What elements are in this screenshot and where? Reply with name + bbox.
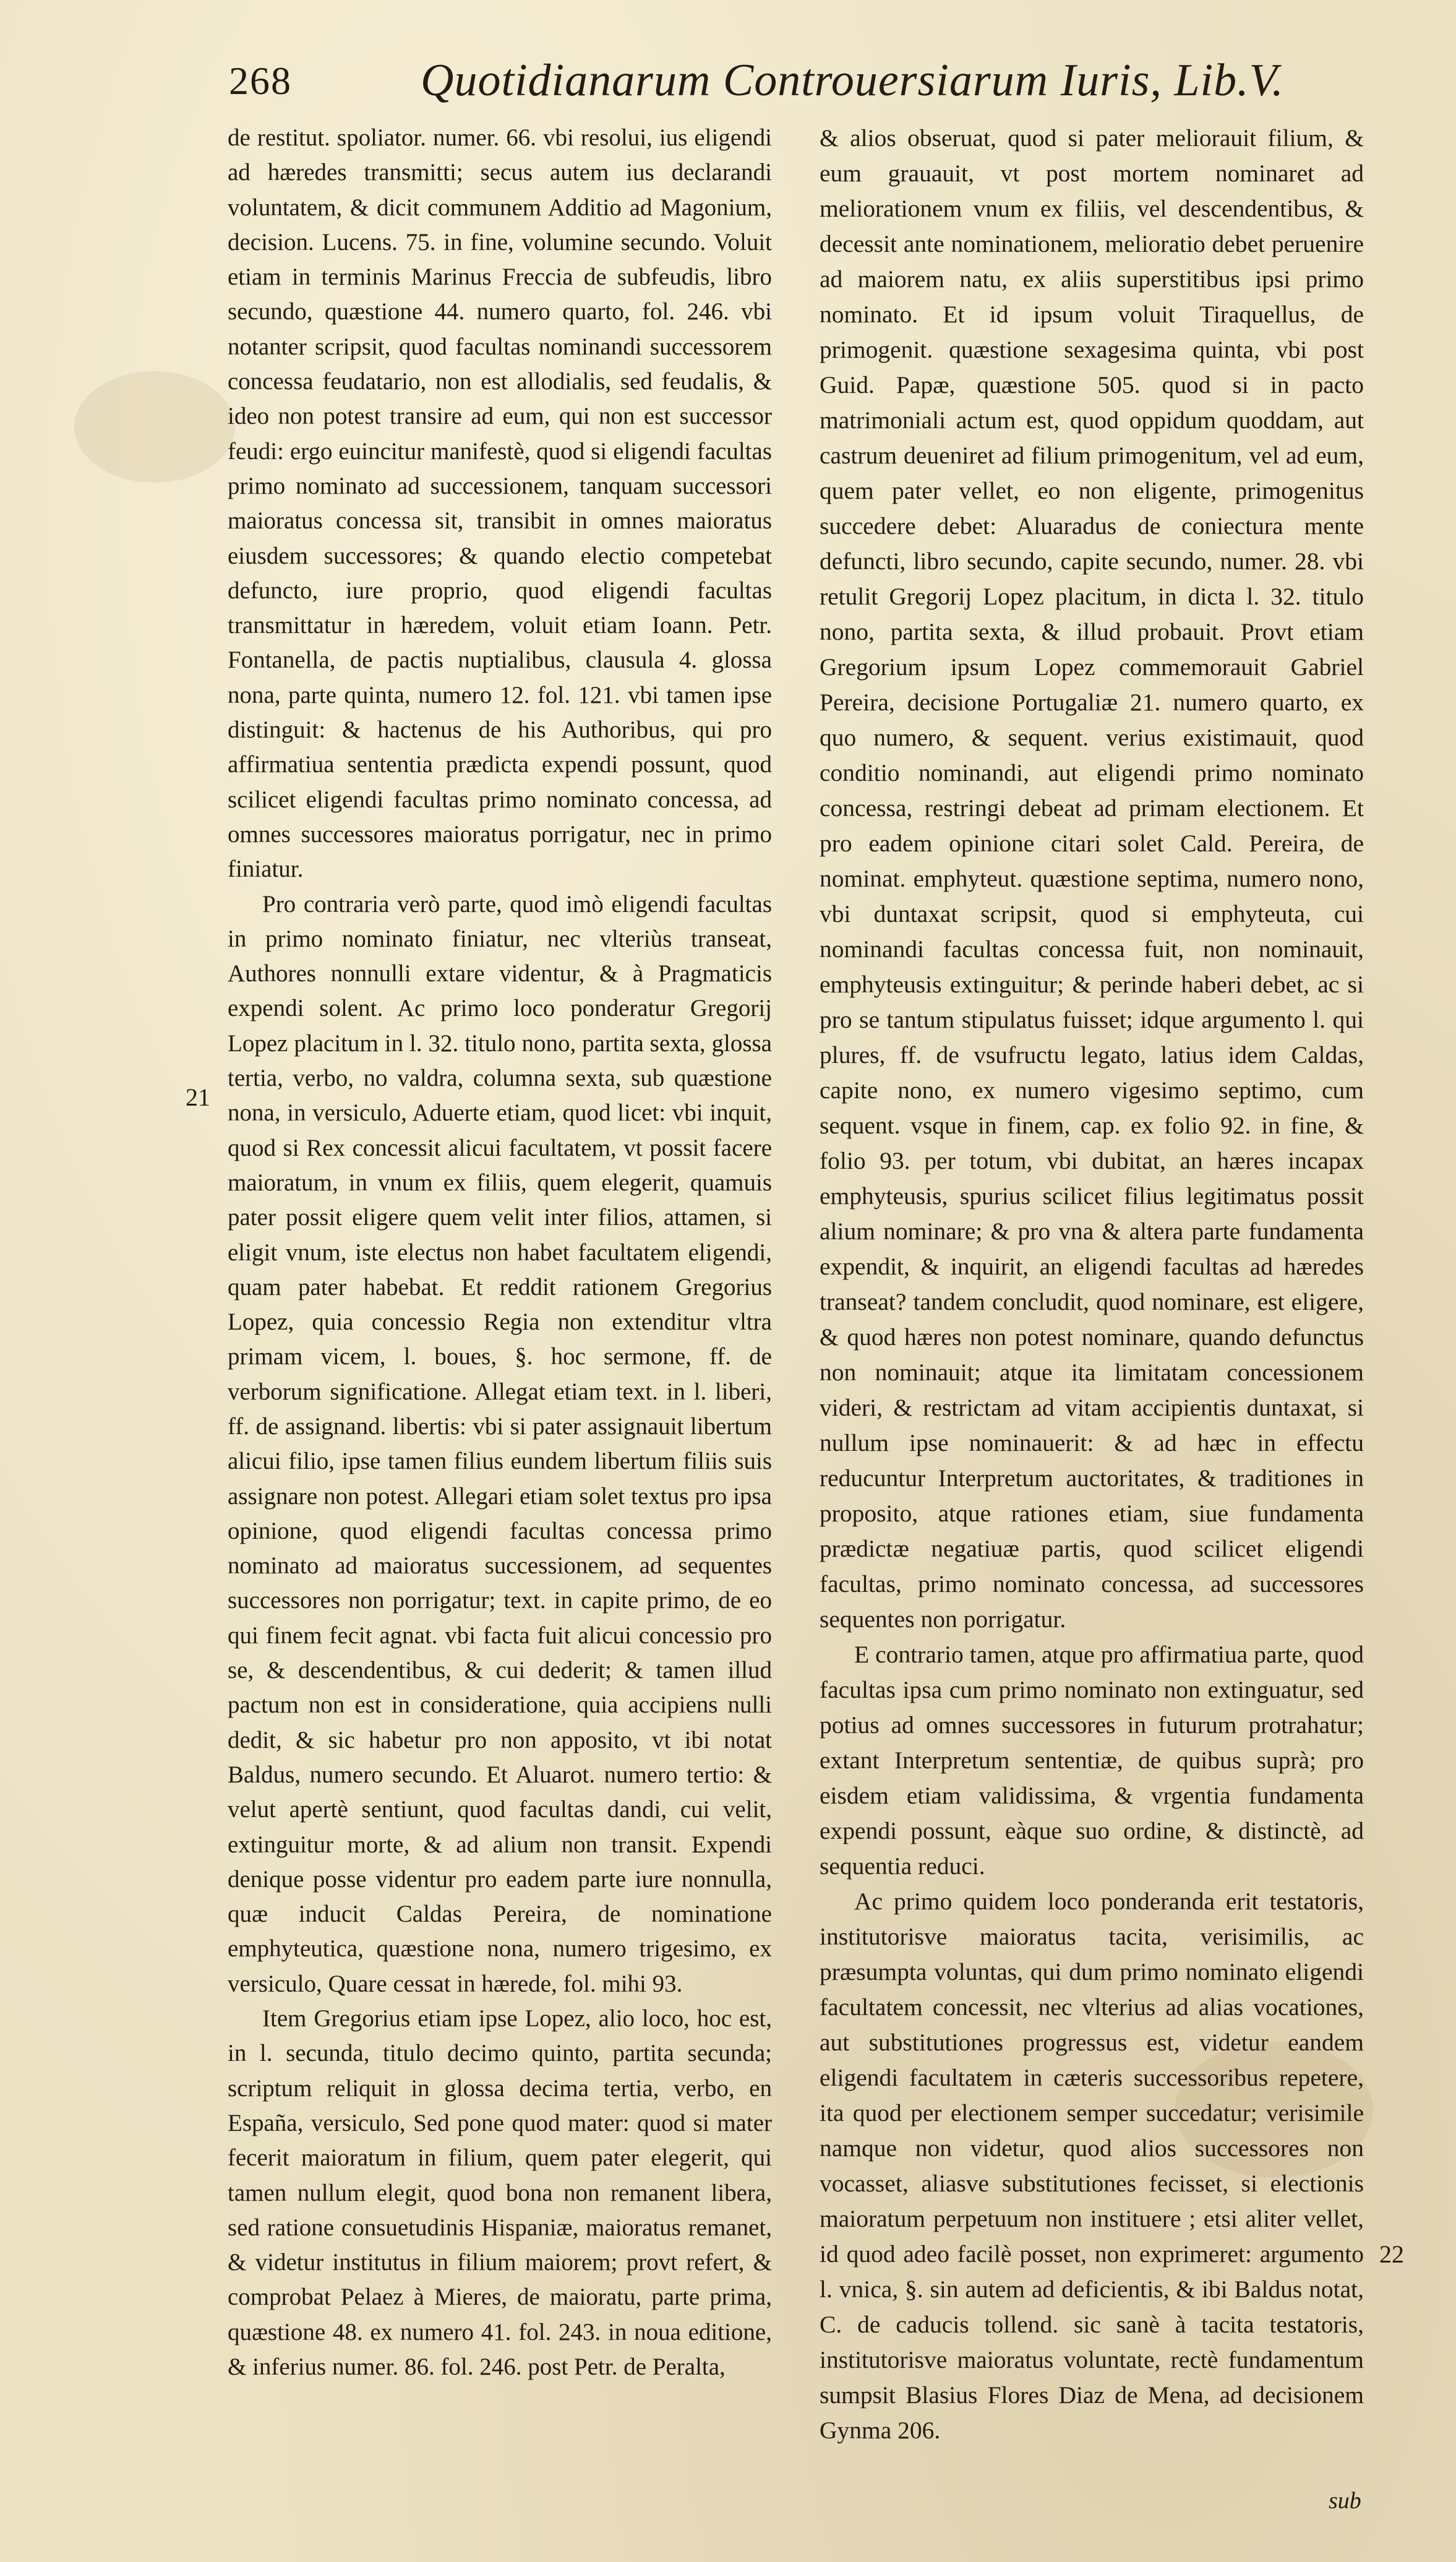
right-column — [820, 121, 1364, 2448]
catchword: sub — [1329, 2488, 1361, 2514]
paragraph: Ac primo quidem loco ponderanda erit testatoris, institutorisve maioratus tacita, verisimilis, ac præsumpta voluntas, qui dum primo nominato eligendi facultatem concessit, nec vlterius ad alias vocationes, aut substitutiones progressus est, videtur eandem eligendi facultatem in cæteris successoribus repetere, ita quod per electionem semper succedatur; verisimile namque non videtur, quod alios successores non vocasset, aliasve substitutiones fecisset, si electionis maioratum perpetuum non instituere ; etsi aliter vellet, id quod adeo facilè posset, non exprimeret: argumento l. vnica, §. sin autem ad deficientis, & ibi Baldus notat, C. de caducis tollend. sic sanè à tacita testatoris, institutorisve maioratus voluntate, rectè fundamentum sumpsit Blasius Flores Diaz de Mena, ad decisionem Gynma 206. — [820, 1888, 1364, 2444]
paper-stain — [74, 371, 235, 483]
left-column — [228, 121, 772, 2384]
paragraph: Pro contraria verò parte, quod imò eligendi facultas in primo nominato finiatur, nec vlteriùs transeat, Authores nonnulli extare videntur, & à Pragmaticis expendi solent. Ac primo loco ponderatur Gregorij Lopez placitum in l. 32. titulo nono, partita sexta, glossa tertia, verbo, no valdra, columna sexta, sub quæstione nona, in versiculo, Aduerte etiam, quod licet: vbi inquit, quod si Rex concessit alicui facultatem, vt possit facere maioratum, in vnum ex filiis, quem elegerit, quamuis pater possit eligere quem velit inter filios, attamen, si eligit vnum, iste electus non habet facultatem eligendi, quam pater habebat. Et reddit rationem Gregorius Lopez, quia concessio Regia non extenditur vltra primam vicem, l. boues, §. hoc sermone, ff. de verborum significatione. Allegat etiam text. in l. liberi, ff. de assignand. libertis: vbi si pater assignauit libertum alicui filio, ipse tamen filius eundem libertum filiis suis assignare non potest. Allegari etiam solet textus pro ipsa opinione, quod eligendi facultas concessa primo nominato ad maioratus successionem, ad sequentes successores non porrigatur; text. in capite primo, de eo qui finem fecit agnat. vbi facta fuit alicui concessio pro se, & descendentibus, & cui dederit; & tamen illud pactum non est in consideratione, quia accipiens nulli dedit, & sic habetur pro non apposito, vt ibi notat Baldus, numero secundo. Et Aluarot. numero tertio: & velut apertè sentiunt, quod facultas dandi, cui velit, extinguitur morte, & ad alium non transit. Expendi denique posse videntur pro eadem parte iure nonnulla, quæ inducit Caldas Pereira, de nominatione emphyteutica, quæstione nona, numero trigesimo, ex versiculo, Quare cessat in hærede, fol. mihi 93. — [228, 890, 772, 1997]
margin-note-number: 21 — [186, 1083, 210, 1111]
margin-note-number: 22 — [1379, 2240, 1404, 2268]
paragraph: Item Gregorius etiam ipse Lopez, alio loco, hoc est, in l. secunda, titulo decimo quinto, partita secunda; scriptum reliquit in glossa decima tertia, verbo, en España, versiculo, Sed pone quod mater: quod si mater fecerit maioratum in filium, quem pater elegerit, qui tamen nullum elegit, quod bona non remanent libera, sed ratione consuetudinis Hispaniæ, maioratus remanet, & videtur institutus in filium maiorem; provt refert, & comprobat Pelaez à Mieres, de maioratu, parte prima, quæstione 48. ex numero 41. fol. 243. in noua editione, & inferius numer. 86. fol. 246. post Petr. de Peralta, — [228, 2005, 772, 2380]
page-header — [229, 54, 1330, 116]
paragraph: de restitut. spoliator. numer. 66. vbi resolui, ius eligendi ad hæredes transmitti; secus autem ius declarandi voluntatem, & dicit communem Additio ad Magonium, decision. Lucens. 75. in fine, volumine secundo. Voluit etiam in terminis Marinus Freccia de subfeudis, libro secundo, quæstione 44. numero quarto, fol. 246. vbi notanter scripsit, quod facultas nominandi successorem concessa feudatario, non est allodialis, sed feudalis, & ideo non potest transire ad eum, qui non est successor feudi: ergo euincitur manifestè, quod si eligendi facultas primo nominato ad successionem, tanquam successori maioratus concessa sit, transibit in omnes maioratus eiusdem successores; & quando electio competebat defuncto, iure proprio, quod eligendi facultas transmittatur in hæredem, voluit etiam Ioann. Petr. Fontanella, de pactis nuptialibus, clausula 4. glossa nona, parte quinta, numero 12. fol. 121. vbi tamen ipse distinguit: & hactenus de his Authoribus, qui pro affirmatiua sententia prædicta expendi possunt, quod scilicet eligendi facultas primo nominato concessa, ad omnes successores maioratus porrigatur, nec in primo finiatur. — [228, 124, 772, 883]
paragraph: & alios obseruat, quod si pater meliorauit filium, & eum grauauit, vt post mortem nominaret ad meliorationem vnum ex filiis, vel descendentibus, & decessit ante nominationem, melioratio debet peruenire ad maiorem natu, ex aliis superstitibus ipsi primo nominato. Et id ipsum voluit Tiraquellus, de primogenit. quæstione sexagesima quinta, vbi post Guid. Papæ, quæstione 505. quod si in pacto matrimoniali actum est, quod oppidum quoddam, aut castrum deueniret ad filium primogenitum, vel ad eum, quem pater vellet, eo non eligente, primogenitus succedere debet: Aluaradus de coniectura mente defuncti, libro secundo, capite secundo, numer. 28. vbi retulit Gregorij Lopez placitum, in dicta l. 32. titulo nono, partita sexta, & illud probauit. Provt etiam Gregorium ipsum Lopez commemorauit Gabriel Pereira, decisione Portugaliæ 21. numero quarto, ex quo numero, & sequent. verius existimauit, quod conditio nominandi, aut eligendi primo nominato concessa, restringi debeat ad primam electionem. Et pro eadem opinione citari solet Cald. Pereira, de nominat. emphyteut. quæstione septima, numero nono, vbi duntaxat scripsit, quod si emphyteuta, cui nominandi facultas concessa fuit, non nominauit, emphyteusis extinguitur; & perinde haberi debet, ac si pro se tantum stipulatus fuisset; idque argumento l. qui plures, ff. de vsufructu legato, latius idem Caldas, capite nono, ex numero vigesimo septimo, cum sequent. vsque in finem, cap. ex folio 92. in fine, & folio 93. per totum, vbi dubitat, an hæres incapax emphyteusis, spurius scilicet filius legitimatus possit alium nominare; & pro vna & altera parte fundamenta expendit, & inquirit, an eligendi facultas ad hæredes transeat? tandem concludit, quod nominare, est eligere, & quod hæres non potest nominare, quando defunctus non nominauit; atque ita limitatam concessionem videri, & restrictam ad vitam accipientis duntaxat, si nullum ipse nominauerit: & ad hæc in effectu reducuntur Interpretum auctoritates, & traditiones in proposito, atque rationes etiam, siue fundamenta prædictæ negatiuæ partis, quod scilicet eligendi facultas, primo nominato concessa, ad successores sequentes non porrigatur. — [820, 124, 1364, 1633]
running-title: Quotidianarum Controuersiarum Iuris, Lib.V. — [421, 55, 1284, 106]
paragraph: E contrario tamen, atque pro affirmatiua parte, quod facultas ipsa cum primo nominato non extinguatur, sed potius ad omnes successores in futurum protrahatur; extant Interpretum sententiæ, de quibus suprà; pro eisdem etiam validissima, & vrgentia fundamenta expendi possunt, eàque suo ordine, & distinctè, ad sequentia reduci. — [820, 1641, 1364, 1880]
page-number: 268 — [229, 59, 292, 103]
